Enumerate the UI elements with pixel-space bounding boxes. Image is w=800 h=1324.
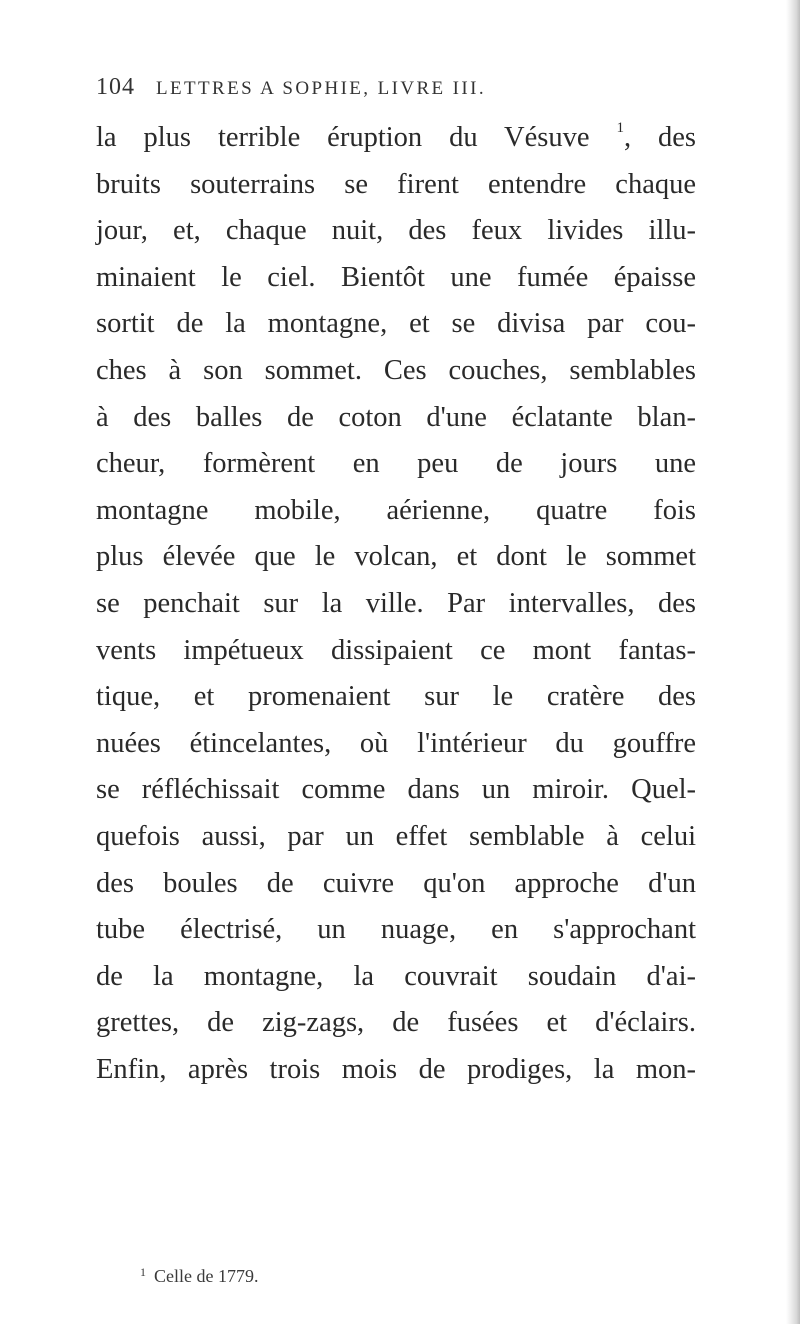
text-line: se réfléchissait comme dans un miroir. Quel-: [96, 774, 696, 806]
running-title: LETTRES A SOPHIE, LIVRE III.: [156, 78, 487, 99]
text-line: Enfin, après trois mois de prodiges, la mon-: [96, 1053, 696, 1085]
body-text: [96, 116, 696, 1094]
text-line: se penchait sur la ville. Par intervalles, des: [96, 587, 696, 619]
text-line: cheur, formèrent en peu de jours une: [96, 448, 696, 480]
text-line: [96, 116, 696, 163]
text-line: de la montagne, la couvrait soudain d'ai-: [96, 960, 696, 992]
text-line: nuées étincelantes, où l'intérieur du gouffre: [96, 727, 696, 759]
page-edge-shadow: [786, 0, 800, 1324]
text-line: montagne mobile, aérienne, quatre fois: [96, 494, 696, 526]
text-line-segment: , des: [623, 122, 697, 153]
text-line: jour, et, chaque nuit, des feux livides illu-: [96, 215, 696, 247]
text-line: ches à son sommet. Ces couches, semblables: [96, 354, 696, 386]
text-line: des boules de cuivre qu'on approche d'un: [96, 867, 696, 899]
text-line: bruits souterrains se firent entendre chaque: [96, 168, 696, 200]
footnote-text: Celle de 1779.: [154, 1266, 259, 1286]
text-line: à des balles de coton d'une éclatante blan-: [96, 401, 696, 433]
page-number: 104: [96, 74, 135, 100]
running-head: [96, 74, 716, 104]
footnote-mark: 1: [140, 1265, 146, 1279]
text-line: quefois aussi, par un effet semblable à celui: [96, 820, 696, 852]
footnote: [140, 1265, 258, 1287]
footnote-reference: 1: [616, 120, 624, 136]
text-line: tube électrisé, un nuage, en s'approchant: [96, 914, 696, 946]
text-line: tique, et promenaient sur le cratère des: [96, 681, 696, 713]
text-line: minaient le ciel. Bientôt une fumée épaisse: [96, 261, 696, 293]
text-line: plus élevée que le volcan, et dont le sommet: [96, 541, 696, 573]
text-line: vents impétueux dissipaient ce mont fantas-: [96, 634, 696, 666]
text-line: sortit de la montagne, et se divisa par cou-: [96, 308, 696, 340]
text-line-segment: la plus terrible éruption du Vésuve: [96, 122, 590, 153]
text-line: grettes, de zig-zags, de fusées et d'éclairs.: [96, 1007, 696, 1039]
